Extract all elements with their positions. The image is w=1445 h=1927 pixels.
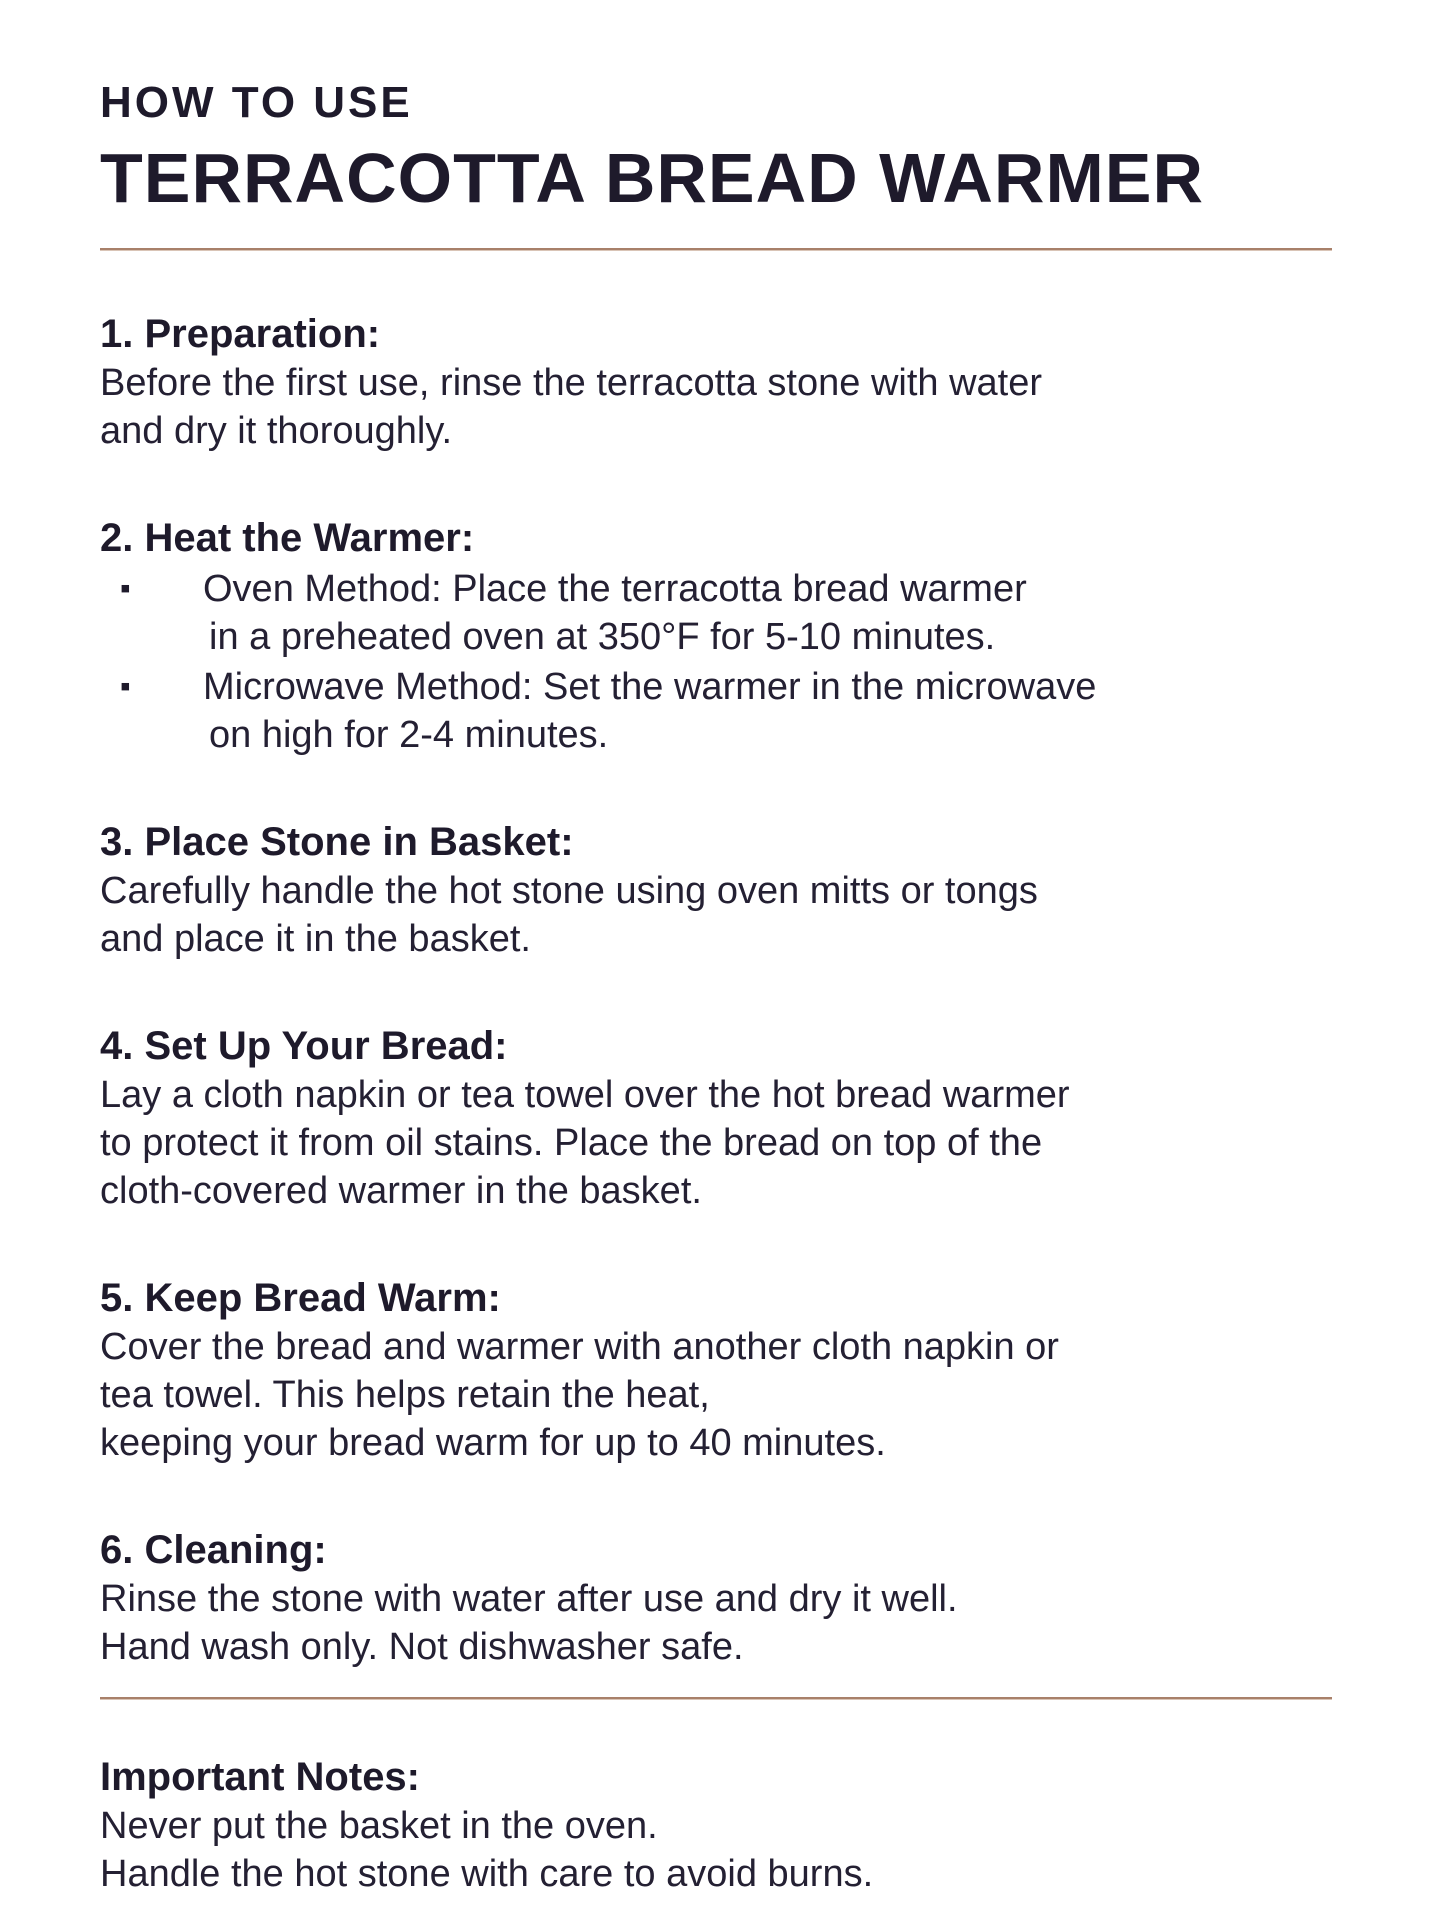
section-heat-the-warmer [100, 513, 1335, 759]
section-keep-bread-warm [100, 1273, 1335, 1467]
important-notes [100, 1752, 1335, 1898]
section-heading: 6. Cleaning: [100, 1528, 327, 1572]
body-line: keeping your bread warm for up to 40 minutes. [100, 1422, 886, 1464]
body-line: Microwave Method: Set the warmer in the microwave [203, 666, 1097, 708]
body-line: Rinse the stone with water after use and dry it well. [100, 1578, 958, 1620]
section-heading: 2. Heat the Warmer: [100, 516, 475, 560]
bullet-text [203, 565, 1335, 661]
body-line: in a preheated oven at 350°F for 5-10 minutes. [209, 616, 996, 658]
body-line: Never put the basket in the oven. [100, 1805, 658, 1847]
divider-bottom [100, 1697, 1332, 1700]
body-line: Carefully handle the hot stone using oven mitts or tongs [100, 870, 1038, 912]
body-line: Oven Method: Place the terracotta bread warmer [203, 568, 1027, 610]
section-place-stone-in-basket [100, 817, 1335, 963]
section-heading: 1. Preparation: [100, 312, 381, 356]
section-heading: 4. Set Up Your Bread: [100, 1024, 508, 1068]
section-preparation [100, 309, 1335, 455]
notes-heading: Important Notes: [100, 1755, 420, 1799]
page-title: TERRACOTTA BREAD WARMER [100, 139, 1205, 217]
body-line: on high for 2-4 minutes. [209, 714, 609, 756]
kicker: HOW TO USE [100, 78, 413, 127]
bullet-square-icon: ▪ [120, 670, 131, 703]
list-item [100, 663, 1335, 759]
body-line: Before the first use, rinse the terracotta stone with water [100, 362, 1043, 404]
body-line: to protect it from oil stains. Place the bread on top of the [100, 1122, 1043, 1164]
section-set-up-your-bread [100, 1021, 1335, 1215]
body-line: tea towel. This helps retain the heat, [100, 1374, 710, 1416]
body-line: Handle the hot stone with care to avoid burns. [100, 1853, 874, 1895]
section-cleaning [100, 1525, 1335, 1671]
body-line: Lay a cloth napkin or tea towel over the hot bread warmer [100, 1074, 1070, 1116]
body-line: and place it in the basket. [100, 918, 531, 960]
body-line: cloth-covered warmer in the basket. [100, 1170, 702, 1212]
list-item [100, 565, 1335, 661]
bullet-square-icon: ▪ [120, 572, 131, 605]
bullet-text [203, 663, 1335, 759]
section-heading: 3. Place Stone in Basket: [100, 820, 574, 864]
body-line: Cover the bread and warmer with another cloth napkin or [100, 1326, 1059, 1368]
body-line: Hand wash only. Not dishwasher safe. [100, 1626, 744, 1668]
divider-top [100, 248, 1332, 251]
body-line: and dry it thoroughly. [100, 410, 453, 452]
section-heading: 5. Keep Bread Warm: [100, 1276, 501, 1320]
